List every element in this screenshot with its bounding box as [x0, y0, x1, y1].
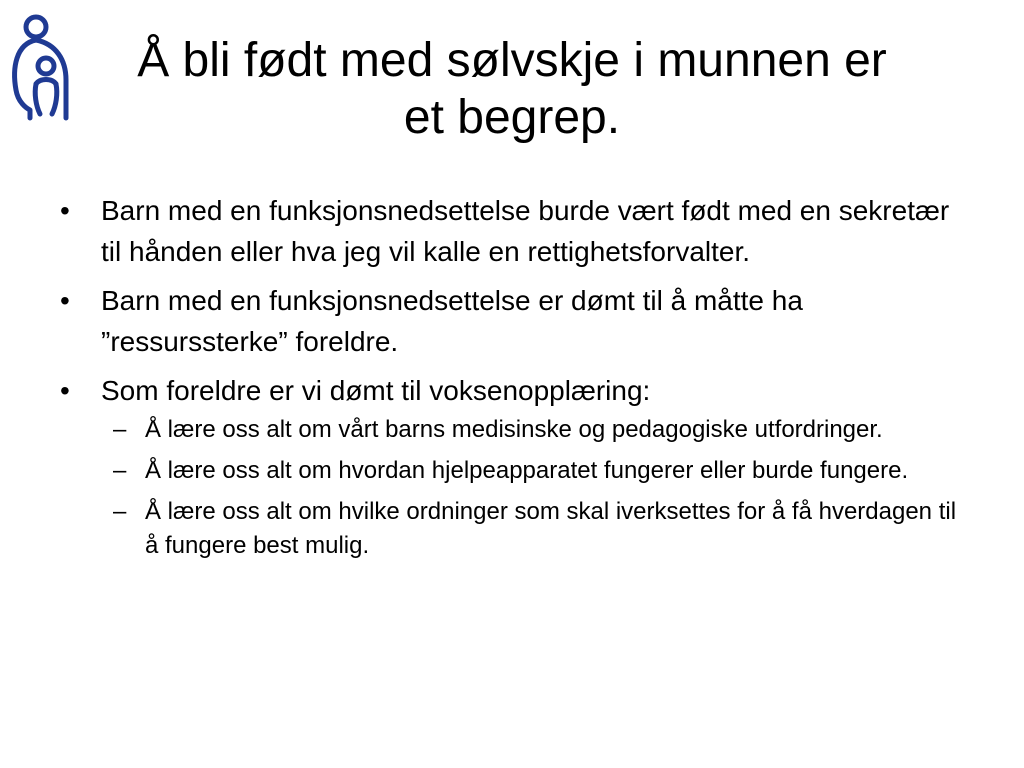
- bullet-item: [58, 370, 958, 563]
- bullet-text: Barn med en funksjonsnedsettelse er dømt til å måtte ha ”ressurssterke” foreldre.: [101, 285, 803, 357]
- sub-bullet-text: Å lære oss alt om vårt barns medisinske og pedagogiske utfordringer.: [145, 416, 883, 443]
- bullet-list: [58, 190, 958, 563]
- bullet-text: Barn med en funksjonsnedsettelse burde vært født med en sekretær til hånden eller hva jeg vil kalle en rettighetsforvalter.: [101, 195, 950, 267]
- slide-body: [58, 190, 958, 571]
- bullet-item: [58, 190, 958, 272]
- slide-title: [40, 32, 984, 146]
- sub-bullet-item: [101, 413, 958, 447]
- sub-bullet-list: [101, 413, 958, 563]
- title-line-2: et begrep.: [403, 91, 621, 144]
- title-line-1: Å bli født med sølvskje i munnen er: [137, 34, 887, 87]
- sub-bullet-item: [101, 454, 958, 488]
- bullet-item: [58, 280, 958, 362]
- sub-bullet-text: Å lære oss alt om hvordan hjelpeapparatet fungerer eller burde fungere.: [145, 457, 909, 484]
- sub-bullet-text: Å lære oss alt om hvilke ordninger som skal iverksettes for å få hverdagen til å fungere best mulig.: [145, 498, 957, 559]
- bullet-text: Som foreldre er vi dømt til voksenopplæring:: [101, 375, 651, 406]
- sub-bullet-item: [101, 495, 958, 563]
